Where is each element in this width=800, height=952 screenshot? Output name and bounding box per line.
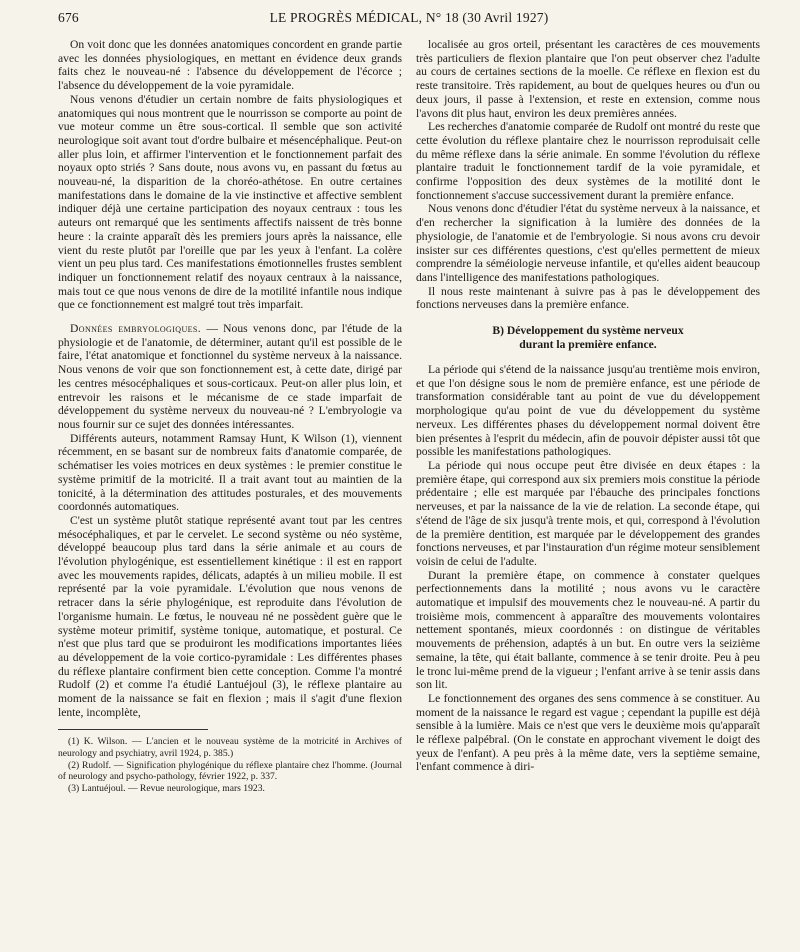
paragraph: Différents auteurs, notamment Ramsay Hunt, K Wilson (1), viennent récemment, en se basant sur de nombreux faits d'anatomie comparée, de schématiser les voies motrices en deux systèmes : le premier constitue le système primitif de la motricité. Il a trait avant tout au maintien de la tonicité, à la détermination des attitudes posturales, et des mouvements coordonnés automatiques. — [58, 431, 402, 514]
heading-line: durant la première enfance. — [519, 337, 657, 351]
footnote: (1) K. Wilson. — L'ancien et le nouveau système de la motricité in Archives of neurology and psychiatry, avril 1924, p. 385.) — [58, 736, 402, 759]
paragraph-text: — Nous venons donc, par l'étude de la physiologie et de l'anatomie, de déterminer, autant qu'il est possible de le faire, l'état anatomique et fonctionnel du système nerveux à la naissance. Nous venons de voir que son fonctionnement est, à cette date, dirigé par les centres mésocéphaliques et sous-corticaux. Peut-on aller plus loin, et entrevoir les raisons et le mécanisme de ce stade imparfait de développement du système nerveux du nouveau-né ? L'embryologie va nous fournir sur ce sujet des données intéressantes. — [58, 322, 402, 431]
paragraph: Nous venons donc d'étudier l'état du système nerveux à la naissance, et d'en rechercher la signification à la lumière des données de la physiologie, de l'anatomie et de l'embryologie. Si nous avons cru devoir insister sur ces différentes questions, c'est qu'elles permettent de mieux comprendre la séméiologie nerveuse infantile, et qu'elles aident beaucoup dans l'intelligence des manifestations pathologiques. — [416, 202, 760, 284]
paragraph: La période qui s'étend de la naissance jusqu'au trentième mois environ, et que l'on désigne sous le nom de première enfance, est une période de transformation considérable tant au point de vue du développement morphologique qu'au point de vue du développement du système nerveux. Les différentes phases du développement normal doivent être bien présentes à l'esprit du médecin, afin de pouvoir dépister aussi tôt que possible les manifestations pathologiques. — [416, 363, 760, 459]
paragraph: Il nous reste maintenant à suivre pas à pas le développement des fonctions nerveuses dans la première enfance. — [416, 284, 760, 312]
right-column — [416, 38, 760, 795]
paragraph: Le fonctionnement des organes des sens commence à se constituer. Au moment de la naissance le regard est vague ; cependant la pupille est déjà sensible à la lumière. Mais ce n'est que vers le deuxième mois qu'apparaît le réflexe palpébral. (On le constate en approchant vivement le doigt des yeux de l'enfant). A peu près à la même date, vers la septième semaine, l'enfant commence à diri- — [416, 691, 760, 774]
heading-line: B) Développement du système nerveux — [492, 324, 684, 338]
running-header — [58, 10, 760, 32]
journal-title: LE PROGRÈS MÉDICAL, N° 18 (30 Avril 1927) — [269, 10, 549, 25]
paragraph: On voit donc que les données anatomiques concordent en grande partie avec les données physiologiques, en mettant en évidence deux grands faits chez le nouveau-né : l'absence du développement de l'écorce ; l'absence du développement de la voie pyramidale. — [58, 38, 402, 93]
text-columns — [58, 38, 760, 795]
paragraph: Durant la première étape, on commence à constater quelques perfectionnements dans la motilité ; nous avons vu le caractère automatique et impulsif des mouvements chez le nouveau-né. A partir du troisième mois, commencent à apparaître des mouvements volontaires nettement spontanés, mieux coordonnés : on distingue de véritables mouvements de préhension, adaptés à un but. En outre vers la seizième semaine, la tête, qui était ballante, commence à se tenir droite. Peu à peu le tronc lui-même prend de la vigueur ; l'enfant arrive à se tenir assis dans son lit. — [416, 568, 760, 692]
paragraph: La période qui nous occupe peut être divisée en deux étapes : la première étape, qui correspond aux six premiers mois constitue la période prédentaire ; elle est marquée par l'ébauche des principales fonctions nerveuses, et par la naissance de la vie de relation. La seconde étape, qui s'étend de l'âge de six jusqu'à trente mois, et qui, correspond à l'évolution de la première dentition, est marquée par le développement des grandes fonctions nerveuses, et par l'instauration d'un régime moteur sensiblement voisin de celui de l'adulte. — [416, 458, 760, 568]
paragraph: C'est un système plutôt statique représenté avant tout par les centres mésocéphaliques, et par le cervelet. Le second système ou néo système, développé beaucoup plus tard dans la série animale et au cours de l'évolution phylogénique, est essentiellement kinétique : il est en rapport avec les mouvements rapides, délicats, adaptés à un milieu mobile. Il est représenté par la voie pyramidale. L'évolution que nous venons de retracer dans la série phylogénique, est reproduite dans l'évolution de l'organisme humain. Le fœtus, le nouveau né ne possèdent guère que le système moteur primitif, système tonique, automatique, et postural. Ce n'est que plus tard que se produiront les modifications importantes liées au développement de la voie cortico-pyramidale : Les différentes phases du réflexe plantaire confirment bien cette conception. Comme l'a montré Rudolf (2) et comme l'a étudié Lantuéjoul (3), le réflexe plantaire au moment de la naissance se fait en flexion ; mais il s'agit d'une flexion lente, incomplète, — [58, 513, 402, 719]
paragraph: Nous venons d'étudier un certain nombre de faits physiologiques et anatomiques qui nous montrent que le nourrisson se comporte au point de vue moteur comme un être sous-cortical. Il semble que son activité neurologique soit avant tout d'ordre bulbaire et mésencéphalique. Peut-on aller plus loin, et affirmer l'intervention et le fonctionnement parfait des noyaux opto striés ? Sans doute, nous avons vu, en passant du fœtus au nouveau-né, la disparition de la choréo-athétose. En outre certaines manifestations dans le domaine de la vie instinctive et affective semblent indiquer déjà une certaine participation des noyaux centraux : tous les auteurs ont remarqué que les sentiments affectifs naissent de très bonne heure : la crainte apparaît dès les premiers jours après la naissance, elle vient du reste plutôt par l'oreille que par les yeux à l'enfant. La colère vient un peu plus tard. Ces manifestations émotionnelles frustes semblent indiquer un fonctionnement relatif des noyaux centraux à la naissance, mais tout ce que nous venons de dire de la motilité infantile nous indique que ce fonctionnement est malgré tout très imparfait. — [58, 92, 402, 312]
section-heading — [416, 324, 760, 351]
paragraph: localisée au gros orteil, présentant les caractères de ces mouvements très particuliers de flexion plantaire que l'on peut observer chez l'adulte au cours de certaines sections de la moelle. Ce réflexe en flexion est du reste transitoire. Très rapidement, au bout de quelques heures ou d'un ou deux jours, il passe à l'extension, et reste en extension, comme nous l'avons dit plus haut, environ les deux premières années. — [416, 38, 760, 120]
footnotes — [58, 736, 402, 794]
footnote-divider — [58, 729, 208, 730]
paragraph: Les recherches d'anatomie comparée de Rudolf ont montré du reste que cette évolution du réflexe plantaire chez le nourrisson reproduisait celle du même réflexe dans la série animale. En somme l'évolution du réflexe plantaire traduit le fonctionnement tardif de la voie pyramidale, et confirme l'opposition des deux systèmes de la motilité dont le fonctionnement s'accuse successivement durant la première enfance. — [416, 120, 760, 202]
footnote: (2) Rudolf. — Signification phylogénique du réflexe plantaire chez l'homme. (Journal of neurology and psycho-pathology, février 1922, p. 337. — [58, 759, 402, 783]
left-column — [58, 38, 402, 795]
paragraph-embryology — [58, 322, 402, 432]
footnote: (3) Lantuéjoul. — Revue neurologique, mars 1923. — [68, 783, 265, 795]
page-number: 676 — [58, 10, 79, 25]
section-label: Données embryologiques. — [70, 322, 202, 336]
